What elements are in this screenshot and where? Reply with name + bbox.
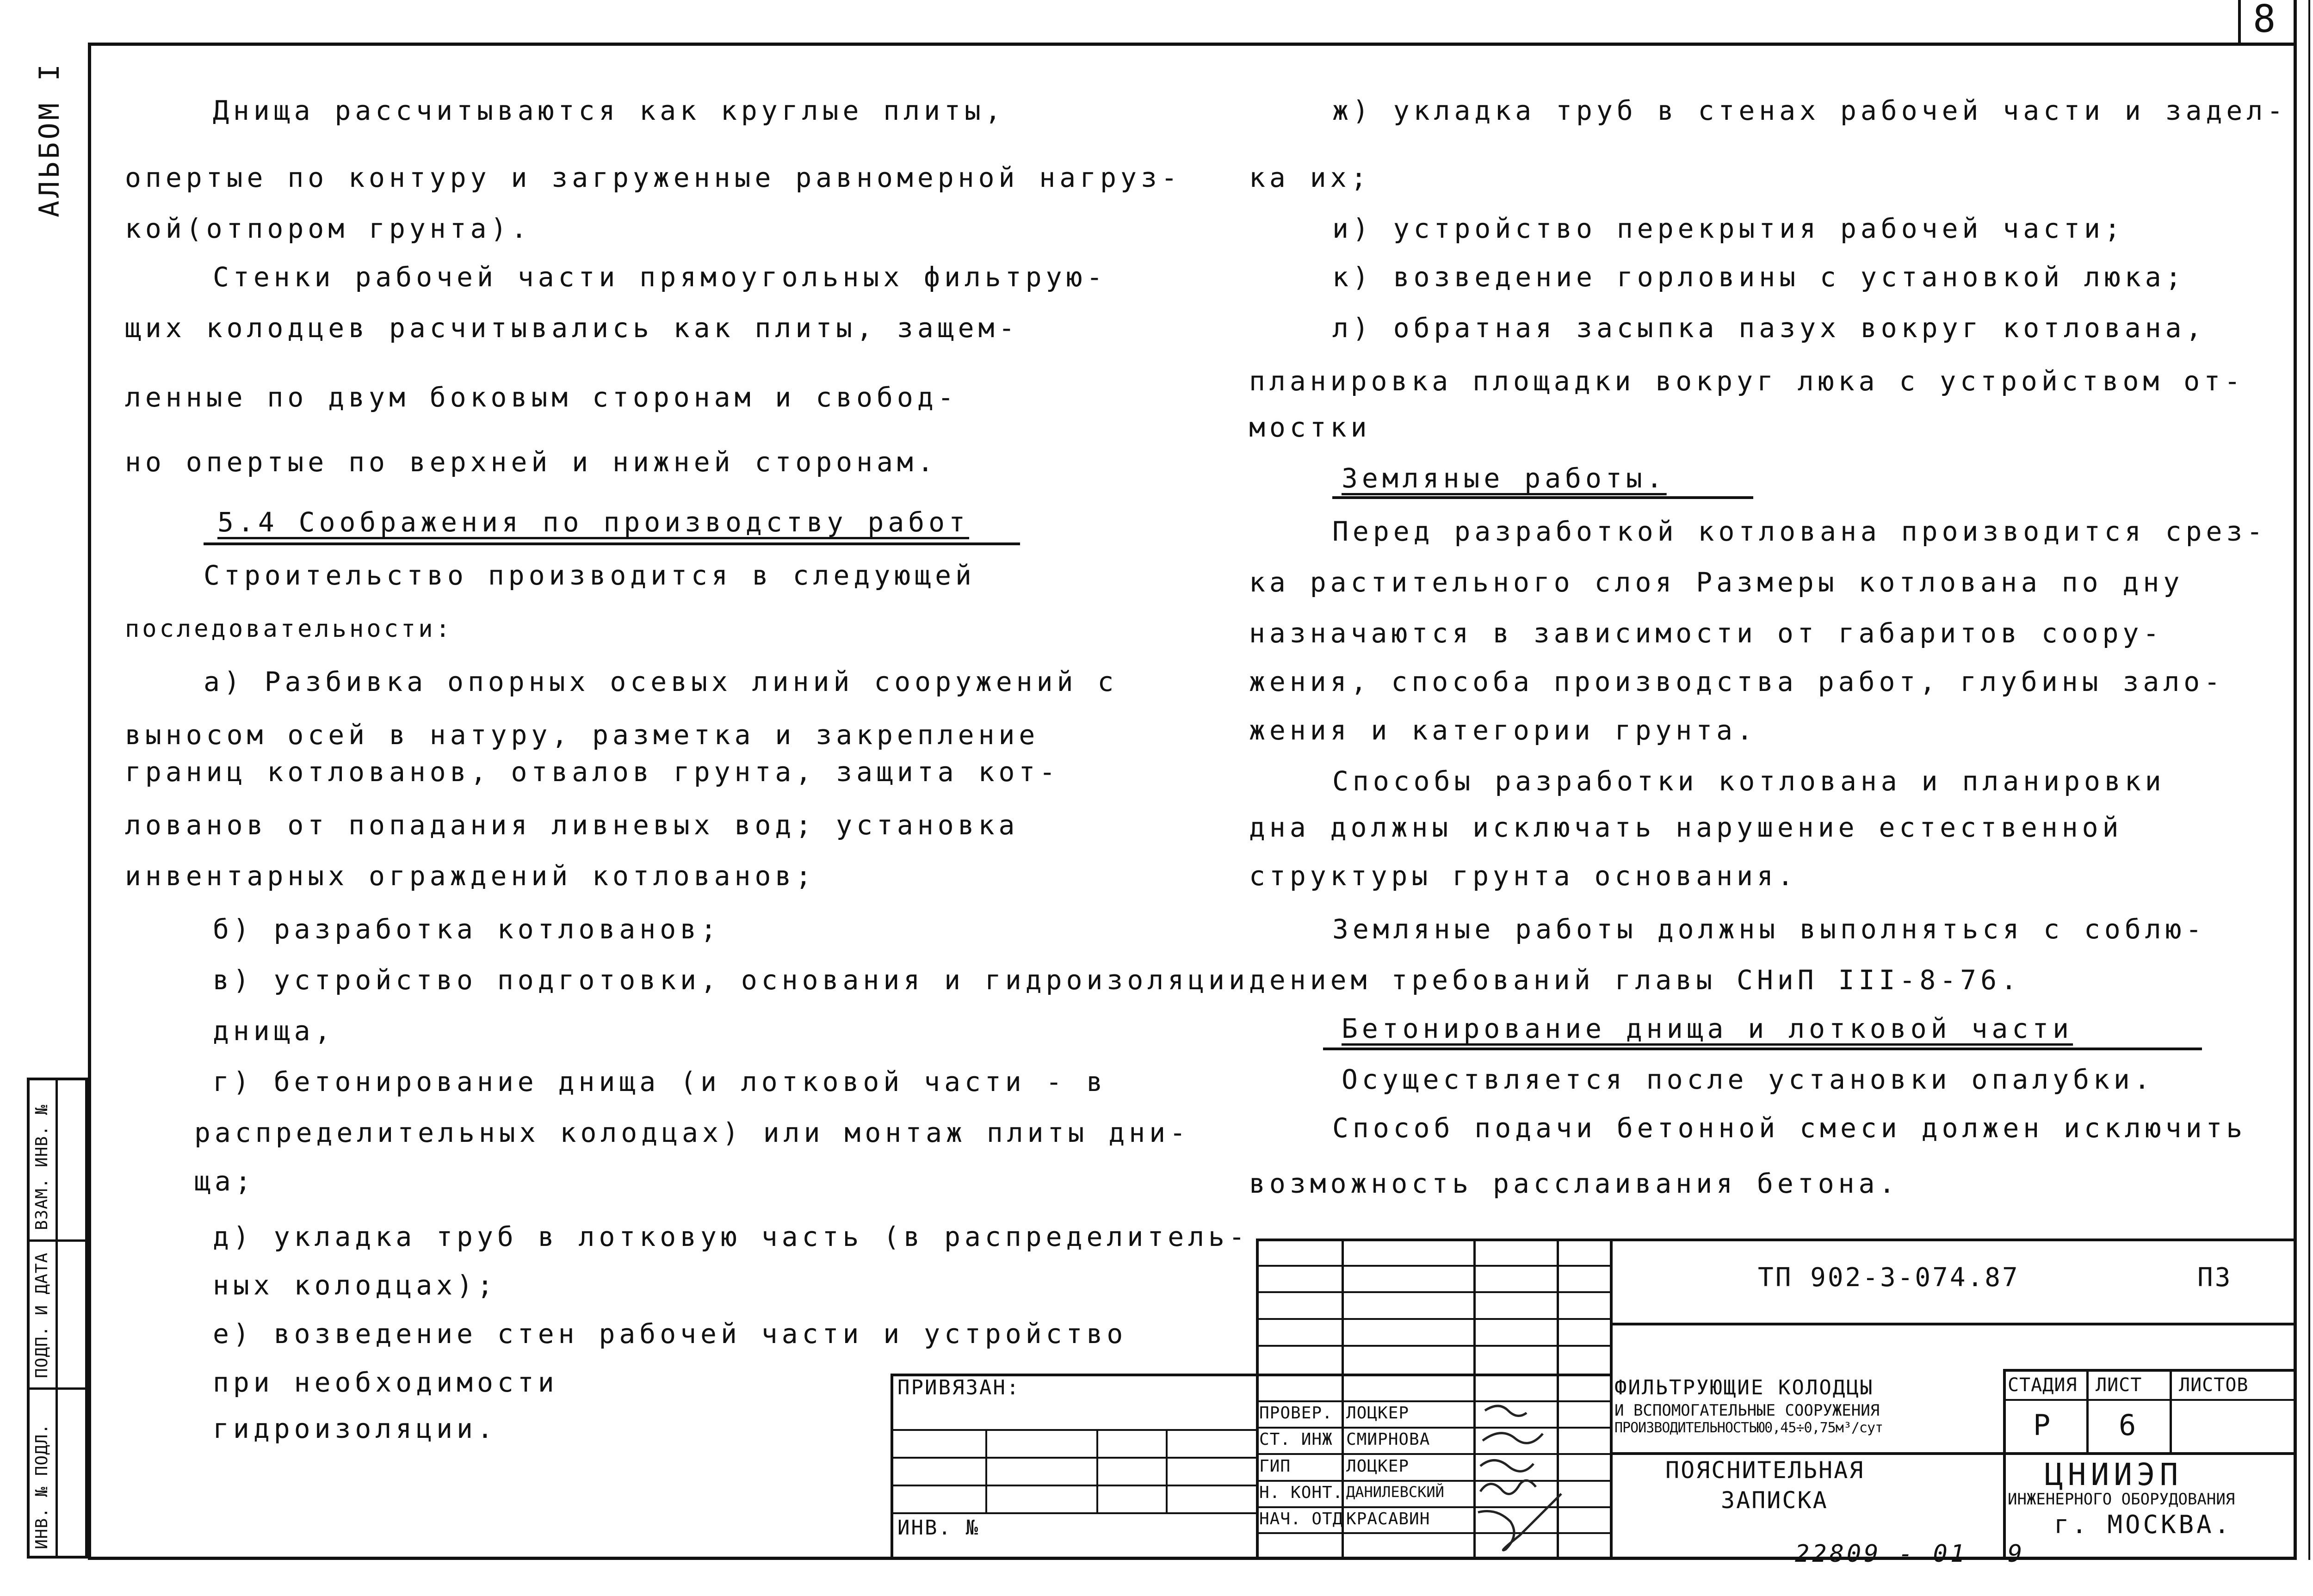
right-line-10: ка растительного слоя Размеры котлована по дну [1249,567,2184,598]
album-label: АЛЬБОМ I [33,62,66,217]
privyazan-col-2 [1096,1429,1098,1512]
right-line-2: ка их; [1249,162,1371,193]
left-line-15: инвентарных ограждений котлованов; [125,860,816,892]
heading-earthworks: Земляные работы. [1342,462,1667,494]
left-line-9: Строительство производится в следующей [204,560,976,591]
left-line-13: границ котлованов, отвалов грунта, защита кот- [125,756,1060,788]
name-4: ДАНИЛЕВСКИЙ [1346,1483,1444,1501]
left-line-1: Днища рассчитываются как круглые плиты, [213,95,1005,126]
heading-concreting: Бетонирование днища и лотковой части [1342,1013,2073,1044]
inv-no-label: ИНВ. № [897,1516,979,1540]
right-line-12: жения, способа производства работ, глубины зало- [1249,666,2225,697]
right-line-14: Способы разработки котлована и планировки [1332,765,2165,797]
stamp-left [1256,1239,1259,1558]
left-line-18: днища, [213,1015,335,1047]
title-line-2: И ВСПОМОГАТЕЛЬНЫЕ СООРУЖЕНИЯ [1614,1401,1880,1420]
stamp-top [1256,1239,2294,1241]
left-line-19: г) бетонирование днища (и лотковой части - в [213,1066,1107,1097]
right-line-4: к) возведение горловины с установкой люка; [1332,261,2186,293]
privyazan-row-2 [891,1457,1259,1459]
privyazan-row-3 [891,1485,1259,1486]
left-line-17: в) устройство подготовки, основания и гидроизоляции [213,964,1249,996]
side-stamp-inv: ИНВ. № ПОДЛ. [32,1423,51,1549]
right-line-6: планировка площадки вокруг люка с устройством от- [1249,365,2245,397]
left-line-10: последовательности: [125,615,453,643]
right-line-22: возможность расслаивания бетона. [1249,1168,1899,1199]
heading-underline [204,542,1020,545]
role-4: Н. КОНТ. [1259,1483,1343,1502]
grid-row-1 [1256,1265,1610,1267]
grid-row-3 [1256,1318,1610,1320]
right-line-17: Земляные работы должны выполняться с соблю- [1332,913,2206,945]
left-line-4: Стенки рабочей части прямоугольных фильтрую- [213,261,1107,293]
right-line-11: назначаются в зависимости от габаритов соору- [1249,617,2164,649]
privyazan-col-1 [985,1429,987,1512]
name-2: СМИРНОВА [1346,1430,1430,1449]
header-sheet: ЛИСТ [2096,1374,2142,1396]
org-line-1: ЦНИИЭП [2045,1457,2183,1492]
side-stamp-sign: ПОДП. И ДАТА [32,1252,51,1378]
right-line-9: Перед разработкой котлована производится срез- [1332,516,2267,547]
header-sheets: ЛИСТОВ [2179,1374,2249,1396]
code-row-bottom [1610,1323,2294,1325]
title-row-bottom [1610,1452,2294,1455]
grid-col-d [1610,1239,1613,1558]
subtitle-line-1: ПОЯСНИТЕЛЬНАЯ [1665,1457,1865,1484]
left-line-5: щих колодцев расчитывались как плиты, защем- [125,312,1019,344]
stage-header-bottom [2003,1399,2294,1401]
title-line-3: ПРОИЗВОДИТЕЛЬНОСТЬЮ0,45÷0,75м³/сут [1614,1420,1883,1436]
bottom-page: 9 [2008,1540,2027,1568]
role-1: ПРОВЕР. [1259,1404,1333,1423]
right-line-3: и) устройство перекрытия рабочей части; [1332,213,2125,244]
header-stage: СТАДИЯ [2008,1374,2078,1396]
left-line-24: е) возведение стен рабочей части и устройство [213,1318,1127,1350]
left-line-2: опертые по контуру и загруженные равномерной нагруз- [125,162,1181,193]
title-line-1: ФИЛЬТРУЮЩИЕ КОЛОДЦЫ [1614,1376,1874,1399]
title-col-right [2003,1369,2006,1558]
name-1: ЛОЦКЕР [1346,1404,1410,1423]
sheet-number: 8 [2253,0,2280,41]
left-line-16: б) разработка котлованов; [213,913,721,945]
name-5: КРАСАВИН [1346,1510,1430,1528]
left-line-25: при необходимости [213,1367,558,1398]
privyazan-label: ПРИВЯЗАН: [897,1376,1020,1399]
sheet-box-left [2238,0,2241,43]
left-line-22: д) укладка труб в лотковую часть (в распределитель- [213,1221,1249,1252]
privyazan-left [891,1374,893,1559]
org-line-3: г. МОСКВА. [2054,1510,2233,1539]
right-line-5: л) обратная засыпка пазух вокруг котлована, [1332,312,2206,344]
bottom-number: 22809 - 01 [1795,1540,1968,1568]
org-line-2: ИНЖЕНЕРНОГО ОБОРУДОВАНИЯ [2008,1490,2235,1509]
name-3: ЛОЦКЕР [1346,1457,1410,1476]
left-line-20: распределительных колодцах) или монтаж плиты дни- [194,1117,1190,1148]
signatures [1476,1397,1568,1554]
stage-value: Р [2033,1408,2055,1442]
role-2: СТ. ИНЖ [1259,1430,1333,1449]
frame-top [88,43,2297,46]
frame-left [88,43,91,1559]
left-line-7: но опертые по верхней и нижней сторонам. [125,446,938,478]
sheet-value: 6 [2119,1408,2140,1442]
left-line-26: гидроизоляции. [213,1413,497,1444]
privyazan-row-4 [891,1512,1259,1514]
earthworks-underline [1332,496,1753,499]
role-3: ГИП [1259,1457,1291,1476]
role-5: НАЧ. ОТД [1259,1510,1343,1528]
doc-type: ПЗ [2197,1263,2233,1293]
side-stamp-replace: ВЗАМ. ИНВ. № [32,1104,51,1230]
left-line-14: лованов от попадания ливневых вод; установка [125,809,1019,841]
right-line-16: структуры грунта основания. [1249,860,1798,892]
left-line-21: ща; [194,1165,255,1197]
right-line-21: Способ подачи бетонной смеси должен исключить [1332,1112,2247,1144]
stage-col-1 [2086,1369,2089,1452]
side-stamp-sep-2 [27,1387,88,1390]
side-stamp-divider [56,1078,58,1559]
left-line-23: ных колодцах); [213,1269,497,1301]
frame-right-outer [2308,0,2310,1560]
privyazan-col-3 [1166,1429,1168,1512]
right-line-15: дна должны исключать нарушение естественной [1249,812,2123,843]
doc-code: ТП 902-3-074.87 [1758,1263,2020,1293]
concreting-underline [1323,1048,2202,1050]
frame-right [2294,0,2297,1560]
left-line-3: кой(отпором грунта). [125,213,532,244]
left-line-11: а) Разбивка опорных осевых линий сооружений с [204,666,1118,697]
left-line-6: ленные по двум боковым сторонам и свобод- [125,382,958,413]
grid-row-5 [1256,1374,1610,1376]
privyazan-row-1 [891,1429,1259,1431]
left-line-12: выносом осей в натуру, разметка и закрепление [125,719,1039,751]
right-line-7: мостки [1249,412,1371,443]
grid-row-4 [1256,1345,1610,1347]
stage-col-2 [2170,1369,2172,1452]
right-line-20: Осуществляется после установки опалубки. [1342,1064,2154,1095]
grid-row-2 [1256,1291,1610,1293]
right-line-1: ж) укладка труб в стенах рабочей части и задел- [1332,95,2288,126]
stage-top [2003,1369,2294,1372]
right-line-13: жения и категории грунта. [1249,715,1757,746]
section-heading-5-4: 5.4 Соображения по производству работ [217,506,970,538]
side-stamp-sep-1 [27,1239,88,1242]
right-line-18: дением требований главы СНиП III-8-76. [1249,964,2021,996]
subtitle-line-2: ЗАПИСКА [1721,1487,1828,1514]
